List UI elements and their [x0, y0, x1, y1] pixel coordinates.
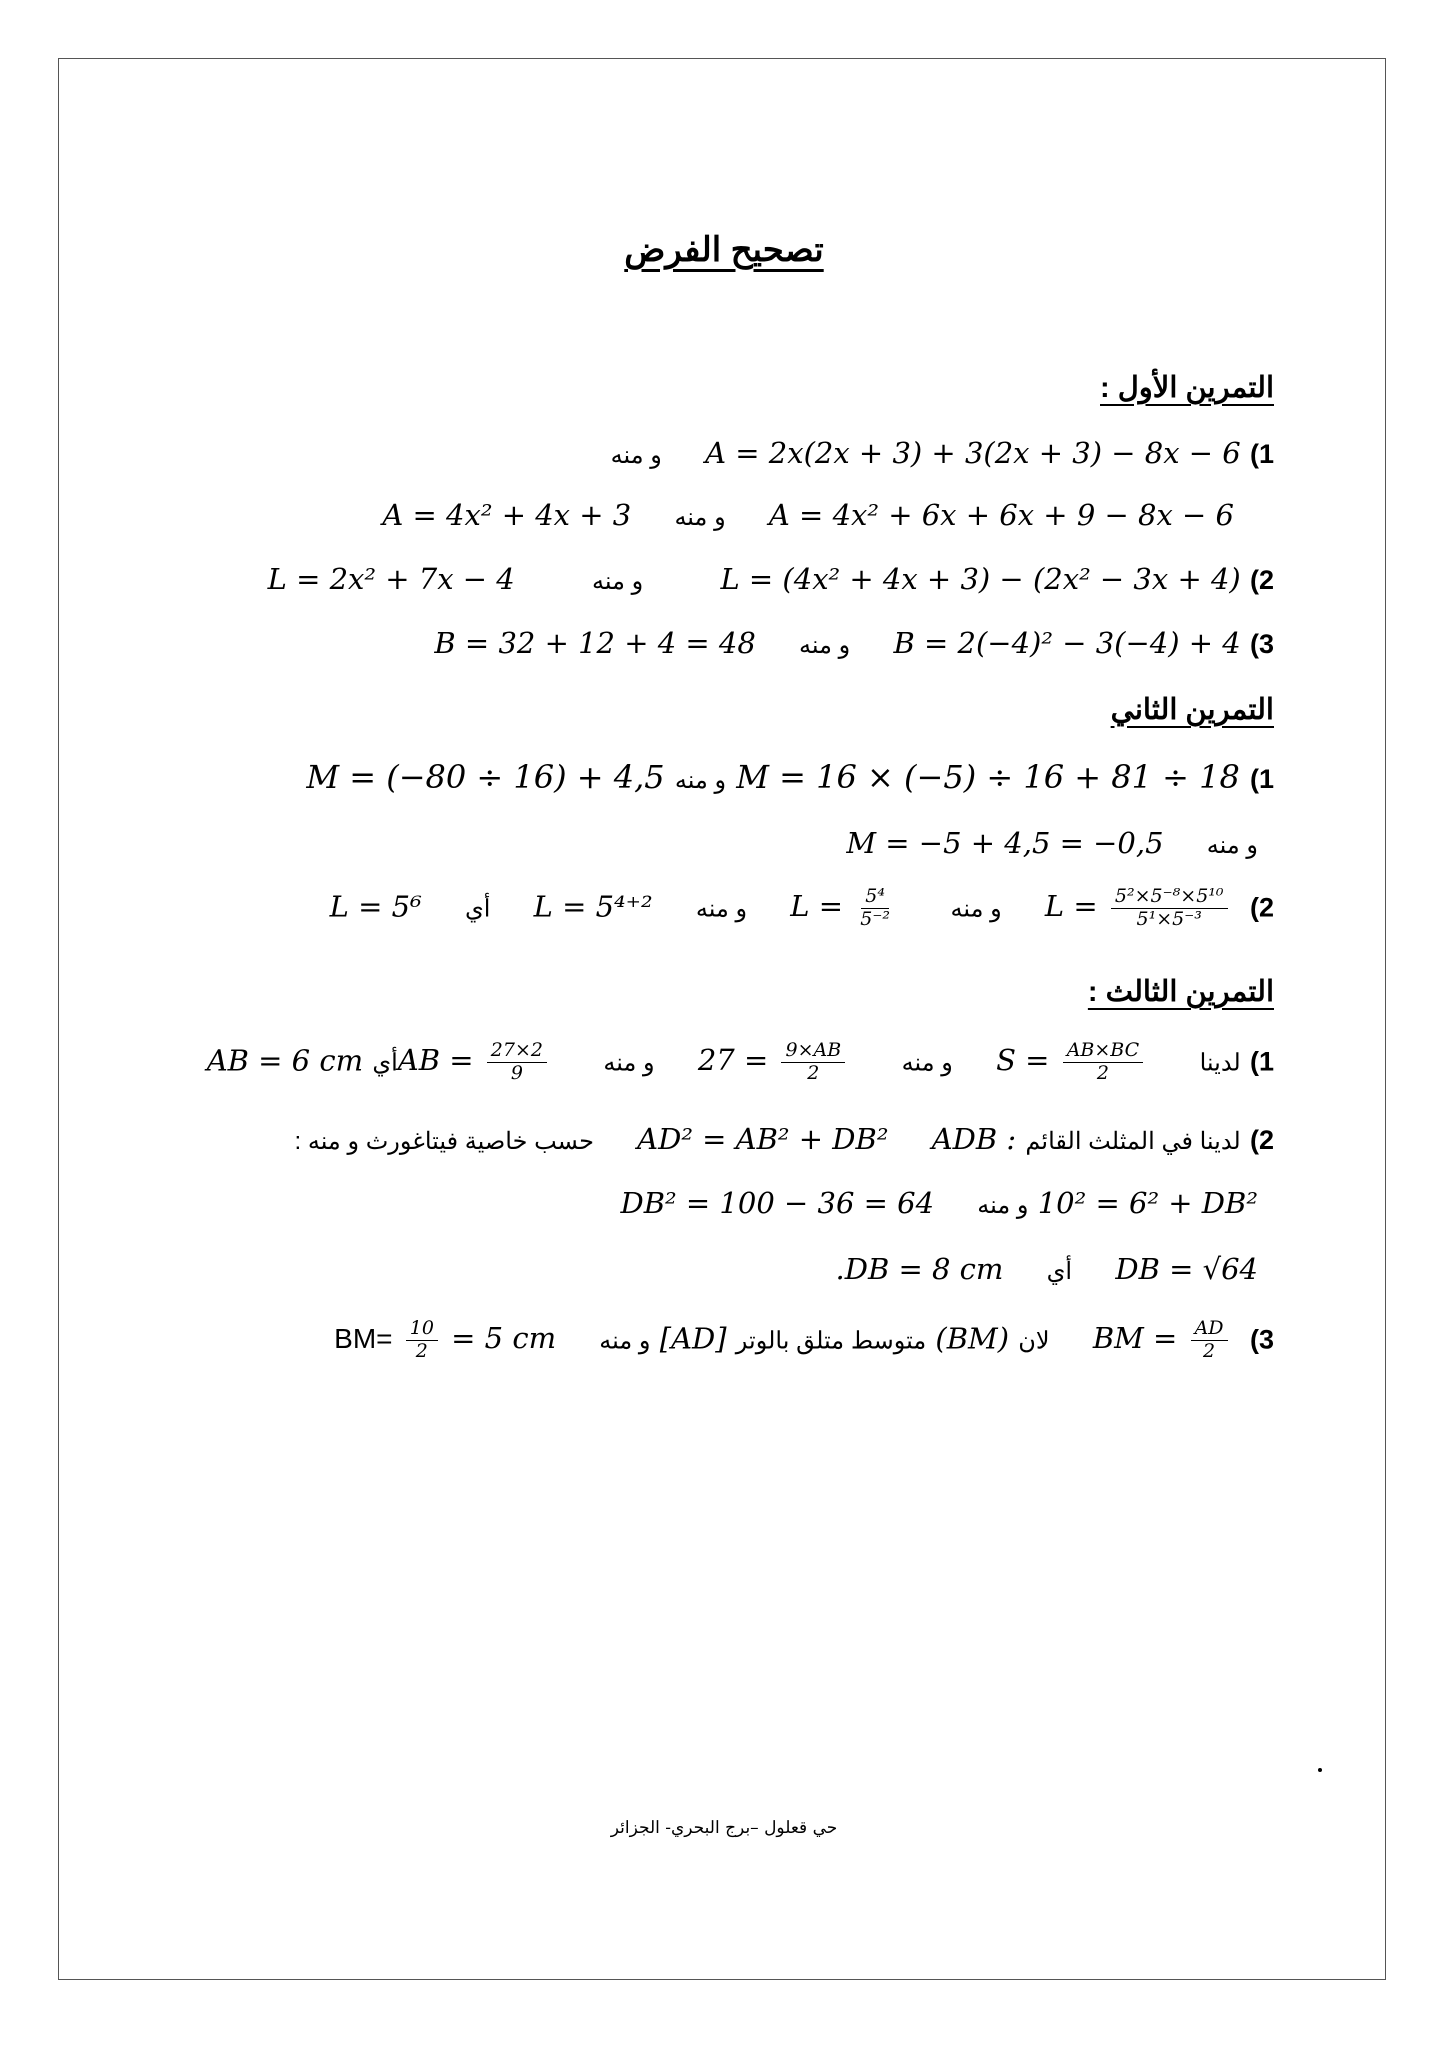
ex3-line-5: 3) BM = $\frac{AD}{2}$ لان (BM) متوسط متلق بالوتر [AD] و منه BM= $\frac{10}{2}$ = 5 cm: [334, 1317, 1274, 1362]
ex1-line-4: 3) B = 2(−4)² − 3(−4) + 4 و منه B = 32 + 12 + 4 = 48: [434, 626, 1274, 660]
page-title: تصحيح الفرض: [624, 231, 824, 269]
ex2-line-3: 2) L = $\frac{\text{5²×5⁻⁸×5¹⁰}}{\text{5¹×5⁻³}}$ و منه L = $\frac{\text{5⁴}}{\text{5⁻²}}$ و منه L = 5⁴⁺² أي L = 5⁶: [329, 885, 1274, 930]
fraction: $\frac{AB\times BC}{2}$: [1063, 1040, 1143, 1085]
page-border: [58, 58, 1386, 1980]
ex3-line-4: DB = √64 أي .DB = 8 cm: [835, 1252, 1258, 1286]
stray-dot: [1318, 1768, 1322, 1772]
ex3-line-3: 10² = 6² + DB² و منه DB² = 100 − 36 = 64: [620, 1186, 1258, 1220]
exercise-1-heading: التمرين الأول :: [1100, 372, 1274, 404]
ex3-line-2: 2) لدينا في المثلث القائم ADB : AD² = AB² + DB² حسب خاصية فيتاغورث و منه :: [294, 1122, 1274, 1156]
exercise-2-heading: التمرين الثاني: [1110, 694, 1274, 726]
ex2-line-1: 1) M = 16 × (−5) ÷ 16 + 81 ÷ 18 و منه M = (−80 ÷ 16) + 4,5: [306, 758, 1274, 796]
page-footer: حي قعلول –برج البحري- الجزائر: [610, 1818, 838, 1838]
exercise-3-heading: التمرين الثالث :: [1087, 976, 1274, 1008]
fraction: $\frac{9\times AB}{2}$: [781, 1040, 845, 1085]
ex1-line-3: 2) L = (4x² + 4x + 3) − (2x² − 3x + 4) و منه L = 2x² + 7x − 4: [267, 562, 1274, 596]
fraction: $\frac{27\times 2}{9}$: [487, 1040, 547, 1085]
fraction: $\frac{\text{5²×5⁻⁸×5¹⁰}}{\text{5¹×5⁻³}}$: [1111, 886, 1228, 931]
ex1-line-2: A = 4x² + 6x + 6x + 9 − 8x − 6 و منه A = 4x² + 4x + 3: [382, 498, 1234, 532]
ex2-line-2: و منه M = −5 + 4,5 = −0,5: [846, 826, 1258, 860]
fraction: $\frac{AD}{2}$: [1191, 1318, 1228, 1363]
fraction: $\frac{10}{2}$: [406, 1318, 438, 1363]
fraction: $\frac{\text{5⁴}}{\text{5⁻²}}$: [860, 885, 891, 930]
ex3-line-1: 1) لدينا S = $\frac{AB\times BC}{2}$ و منه 27 = $\frac{9\times AB}{2}$ و منه AB = $\frac{27\times 2}{9}$ أي AB = 6 cm: [206, 1039, 1274, 1084]
ex1-line-1: 1) A = 2x(2x + 3) + 3(2x + 3) − 8x − 6 و منه: [610, 436, 1274, 470]
